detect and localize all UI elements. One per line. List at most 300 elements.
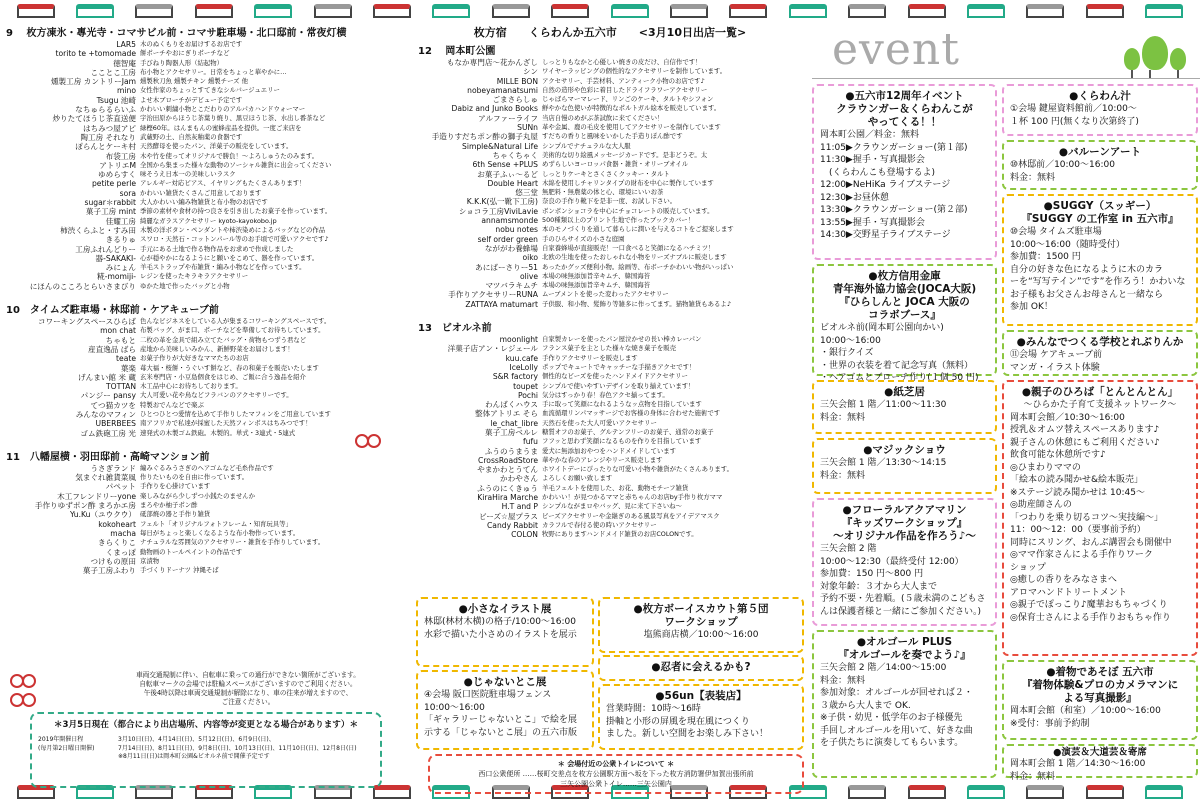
- shop-description: 自家養蜂場が直接販売！一口食べると笑顔になるハチミツ！: [542, 243, 715, 252]
- shop-row: [0, 419, 408, 428]
- event-line: １杯 100 円(無くなり次第終了): [1010, 116, 1139, 127]
- event-line: 三矢会館 2 階／14:00～15:00: [820, 663, 947, 673]
- event-line: 10:00～16:00（随時受付）: [1010, 239, 1125, 250]
- shop-description: 楽しみながら少しずつ小銭たのませんか: [140, 491, 256, 500]
- shop-description: あったかグッズ便利小物。絵画等、布ボーチかわいい物がいっぱい: [542, 262, 734, 271]
- shop-description: ナチュラルな雰囲気のアクセサリー・雑貨を手作りしています。: [140, 538, 325, 547]
- shop-description: ポップでキュートでキャッチーな手描きアクセです！: [542, 362, 696, 371]
- house-icon: [729, 4, 767, 18]
- event-line: 「つわりを乗り切るコツ～実技編～」: [1010, 512, 1164, 523]
- shop-name: CrossRoadStore: [478, 455, 538, 465]
- event-line: ①会場 鍵屋資料館前／10:00～: [1010, 104, 1137, 114]
- event-title: ●枚方信用金庫: [868, 270, 941, 282]
- box-title: ●56un【表装店】: [655, 690, 747, 702]
- section-title: 9 枚方凍氷・專光寺・コマサビル前・コマサ駐車場・北口邸前・常夜灯横: [6, 28, 347, 39]
- shop-row: [412, 151, 808, 160]
- event-title: 『着物体験&プロのカメラマンに: [1021, 679, 1179, 691]
- event-title: ●マジックショウ: [863, 444, 946, 456]
- event-title: ●五六市12周年イベント: [845, 90, 964, 102]
- shop-row: [0, 429, 408, 438]
- event-line: ・ヘアゴムとブローチ作り(１個 50 円): [820, 373, 979, 383]
- shop-description: 布小物とアクセサリー。日常をちょっと華やかに…: [140, 67, 287, 76]
- event-box-floral: [812, 498, 997, 626]
- event-line: 10:00～12:30（最終受付 12:00）: [820, 556, 964, 567]
- bicycle-icon: [10, 690, 36, 704]
- shop-row: [412, 382, 808, 391]
- schedule-date-line: ※8月11日(日)は岡本町公園&ビオルネ前で開催予定です: [118, 753, 270, 760]
- event-line: ３歳から大人まで OK.: [820, 700, 911, 711]
- event-line: 料金：無料: [1010, 771, 1056, 782]
- event-title: ●くらわん汁: [1069, 90, 1131, 102]
- shop-row: [0, 254, 408, 263]
- shop-description: 奈良の手作り靴下を是非一度、お試し下さい。: [542, 197, 677, 206]
- box-line: 「ギャラリーじゃないとこ」で絵を展: [424, 715, 578, 725]
- shop-description: シンプルでナチュラルな大人服: [542, 141, 631, 150]
- schedule-label: (毎月第2日曜日開催): [38, 744, 95, 752]
- event-line: ⑩林邸前／10:00～16:00: [1010, 160, 1115, 170]
- event-lines: [1010, 349, 1190, 374]
- box-title: ●じゃないとこ展: [463, 676, 547, 688]
- shop-name: みにょん: [105, 263, 136, 273]
- section-title: 13 ビオルネ前: [418, 323, 492, 335]
- shop-row: [412, 493, 808, 502]
- shop-name: 6th Sense +PLUS: [472, 160, 538, 170]
- shop-name: 佳耀工房: [105, 216, 136, 226]
- shop-description: 京漬物: [140, 556, 160, 565]
- event-line: 三矢会館 2 階: [820, 544, 877, 554]
- box-title: ●小さなイラスト展: [458, 603, 552, 615]
- shop-name: ショコラ工房ViviLavie: [458, 206, 538, 216]
- shop-row: [0, 391, 408, 400]
- shop-description: 美術的な切り絵風メッセージカードです。是非どうぞ。太: [542, 150, 708, 159]
- shop-name: self order green: [477, 234, 538, 244]
- shop-description: 南アフリカで私達が採蜜した天然フィンボスはちみつです！: [140, 419, 312, 428]
- shop-name: K.K.K(弘一靴下工房): [466, 197, 538, 207]
- shop-description: 全国から集まった様々な動物のソーシャル雑貨に出会ってください: [140, 160, 332, 169]
- house-icon: [314, 4, 352, 18]
- event-line: 岡本町会館 1 階／14:30～16:00: [1010, 759, 1146, 769]
- shop-name: アトリエM: [99, 160, 136, 170]
- shop-description: 季節の素材や食材の持つ良さを引き出したお菓子を作っています。: [140, 207, 332, 216]
- shop-name: annamsmonde: [481, 216, 538, 226]
- shop-name: 手作りアクセサリーRUNA: [448, 290, 538, 300]
- shop-row: [412, 123, 808, 132]
- shop-name: ふうのうまうま: [484, 446, 538, 456]
- box-line: 10:00～16:00: [424, 702, 485, 713]
- shop-name: nobeyamanatsumi: [467, 85, 538, 95]
- shop-name: パンジー pansy: [80, 391, 136, 401]
- shop-description: じゃばらマーマレード、リンごのケーキ、タルトやシフォン: [542, 95, 714, 104]
- shop-row: [0, 282, 408, 291]
- shop-row: [0, 179, 408, 188]
- schedule-date-line: 7月14日(日)、8月11日(日)、9月8日(日)、10月13日(日)、11月10日(日)、12月8日(日): [118, 744, 357, 752]
- shop-row: [412, 300, 808, 309]
- event-title: やってくる！！: [867, 116, 942, 128]
- shop-description: 特製おでんなどで楽ぶ: [140, 400, 204, 409]
- event-line: 11:05▶クラウンガーショー(第１部): [820, 142, 968, 153]
- shop-name: きるりゅ: [105, 235, 136, 245]
- shop-description: 二枚の革を金具で組み立てたバッグ・荷物もつずう君など: [140, 335, 307, 344]
- shop-name: つけもの原田: [90, 556, 136, 566]
- event-line: 岡本町公園／料金：無料: [820, 130, 920, 140]
- shop-row: [0, 272, 408, 281]
- shop-name: ゴム鉄砲工房 光: [80, 428, 136, 438]
- toilet-title: ＊ 会場付近の公衆トイレについて ＊: [557, 760, 675, 768]
- shop-description: 本場の味無添加旨辛キムチ、韓国海苔: [542, 271, 650, 280]
- event-box-trebrinca: [1002, 330, 1198, 376]
- shop-description: 手びねり陶器人形（結起物）: [140, 58, 224, 67]
- section-spacer: [0, 291, 408, 299]
- event-lines: [1010, 103, 1190, 128]
- shop-name: シン: [523, 67, 538, 77]
- shop-description: ホワイトデーにぴったりな可愛い小物や雑貨がたくさんあります。: [542, 465, 734, 474]
- un56-box: [598, 684, 804, 750]
- shop-description: 味そうえ日本一の美味しいラスク: [140, 170, 236, 179]
- event-lines: [820, 322, 989, 385]
- event-title: 青年海外協力協会(JOCA大阪): [832, 283, 977, 295]
- shop-row: [412, 114, 808, 123]
- shop-name: Pochi: [517, 390, 538, 400]
- shop-description: 天然酵母を使ったパン、洋菓子の販売をしています。: [140, 142, 293, 151]
- shop-description: 産地から美味しいみかん、新鮮野菜をお届けします！: [140, 344, 294, 353]
- section-title: 10 タイムズ駐車場・林邸前・ケアキューブ前: [6, 305, 219, 317]
- illust-box: [416, 597, 594, 667]
- event-line: 岡本町会館（和室）／10:00～16:00: [1010, 706, 1161, 716]
- shop-name: olive: [519, 271, 538, 281]
- shop-description: フェルト「オリジナルフォトフレーム・知育玩具等」: [140, 519, 292, 528]
- section-spacer: [412, 540, 808, 548]
- shop-row: [412, 428, 808, 437]
- section-spacer: [0, 575, 408, 583]
- shop-name: kuu.cafe: [505, 353, 538, 363]
- shop-row: [0, 49, 408, 58]
- event-line: んは保護者様と一緒にご参加ください。): [820, 606, 982, 617]
- shop-name: KiraHira Marche: [477, 493, 538, 503]
- shop-description: 毎日がちょっと楽しくなるような布小物作っています。: [140, 528, 300, 537]
- event-line: 参加費：150 円～800 円: [820, 569, 924, 579]
- shop-description: 手元にある土地で作る物作品をお求めで作成しました: [140, 244, 294, 253]
- shop-name: Simple&Natural Life: [462, 141, 538, 151]
- schedule-dates: [38, 736, 374, 762]
- shop-name: 徳智庵: [113, 58, 136, 68]
- shop-row: [412, 207, 808, 216]
- middle-column: [412, 22, 808, 788]
- event-box-kamishibai: [812, 380, 997, 434]
- shop-description: 当店自慢のめがぶ茶試飲に来てください！: [542, 113, 664, 122]
- event-line: (くらわんこも登場するよ): [820, 167, 936, 178]
- shop-name: ちゃもと: [105, 335, 136, 345]
- house-icon: [848, 4, 886, 18]
- shop-name: SUNn: [517, 123, 538, 133]
- shop-description: ワイヤーラッピングの個性的なアクセサリーを制作しています。: [542, 67, 727, 76]
- bicycle-icon-standalone: [355, 430, 385, 449]
- shop-description: 大人かわいい編み物雑貨と布小物のお店です: [140, 198, 268, 207]
- divider: [812, 78, 1200, 79]
- house-icon: [135, 4, 173, 18]
- shop-name: 糀-momiji-: [97, 272, 136, 282]
- event-line: 13:55▶握手・写真撮影会: [820, 217, 925, 228]
- shop-row: [0, 510, 408, 519]
- event-subtitle: ～ひらかた子育て支援ネットワーク～: [1023, 400, 1177, 410]
- shop-name: くまっぽ: [105, 547, 136, 557]
- shop-description: レジンを使ったキラキラアクセサリー: [140, 272, 249, 281]
- shop-row: [0, 382, 408, 391]
- shop-row: [412, 272, 808, 281]
- event-title: ●オルゴール PLUS: [856, 636, 953, 648]
- event-line: 三矢会館 1 階／11:00～11:30: [820, 400, 947, 410]
- event-line: を子供たちに演奏してもらいます。: [820, 738, 964, 748]
- event-line: 料金：無料: [820, 412, 866, 423]
- shop-name: 葉楽: [120, 363, 136, 373]
- shop-description: 手作りアクセサリーを販売します: [542, 353, 638, 362]
- event-line: ◎ママ作家さんによる手作りワーク: [1010, 550, 1153, 560]
- shop-description: 華やかな春のアレンジやリース販売します: [542, 455, 663, 464]
- shop-description: 手づくりドーナツ 沖縄そば: [140, 566, 219, 575]
- shop-row: [412, 474, 808, 483]
- shop-name: 炒りたてほうじ茶直送便: [52, 114, 136, 124]
- shop-row: [0, 133, 408, 142]
- shop-description: シンプルながまロやバッグ、見に来て下さいね～: [542, 502, 682, 511]
- event-title: ●親子のひろば「とんとんとん」: [1021, 386, 1179, 398]
- shop-name: なちゅらるらいふ: [75, 105, 136, 115]
- shop-name: マツバラキムチ: [485, 281, 538, 291]
- event-line: ⑪会場 ケアキューブ前: [1010, 350, 1103, 360]
- shop-row: [412, 263, 808, 272]
- shop-name: Yu.Ku（ユウクウ）: [70, 510, 136, 520]
- box-line: 掛軸と小形の屏風を現在風につくり: [606, 716, 750, 727]
- event-title: クラウンガー＆くらわんこが: [836, 103, 973, 115]
- shop-description: 本場の味無添加旨辛キムチ、韓国海苔: [542, 281, 650, 290]
- event-title: 『SUGGY の工作室 in 五六市』: [1021, 213, 1179, 225]
- shop-description: ボンボンショコラを中心にチョコレートの販売しています。: [542, 206, 714, 215]
- schedule-date-line: 3月10日(日)、4月14日(日)、5月12日(日)、6月9日(日)、: [118, 736, 275, 743]
- shop-description: 個性的なビーズを使ったハンドメイドアクセサリー: [542, 372, 688, 381]
- event-title: ●SUGGY（スッギー）: [1043, 200, 1157, 212]
- shop-row: [0, 226, 408, 235]
- shop-row: [412, 179, 808, 188]
- shop-row: [412, 530, 808, 539]
- shop-description: 玄米専門店・小豆島個食をはじめ、ご飯に合う逸品を紹介: [140, 372, 306, 381]
- shop-name: もなか専門店～花かんざし: [446, 58, 538, 67]
- shop-name: Double Heart: [487, 178, 538, 188]
- shop-row: [0, 529, 408, 538]
- shop-name: 菓子工房ふわり: [82, 566, 136, 576]
- shop-name: みんなのマフィン: [75, 409, 136, 419]
- house-icon: [1145, 4, 1183, 18]
- shop-description: ゆかた地で作ったバッグと小物: [140, 281, 230, 290]
- event-line: ショップ: [1010, 562, 1046, 573]
- shop-description: めずらしいヨーロッパ食器・雑貨・オリーブオイル: [542, 160, 689, 169]
- house-icon: [373, 785, 411, 799]
- shop-description: 緑樫60年。はんまもんの蜜蜂産品を提供。一度ご来店を: [140, 123, 302, 132]
- house-icon: [908, 4, 946, 18]
- event-line: 12:30▶お昼休憩: [820, 192, 889, 203]
- top-border-band: [0, 0, 1200, 22]
- shop-name: TOTTAN: [105, 382, 136, 392]
- shop-description: お菓子作りが大好きなママたちのお店: [140, 354, 249, 363]
- house-icon: [670, 4, 708, 18]
- event-line: ◎癒しの香りをみなさまへ: [1010, 575, 1117, 585]
- shop-description: 大人可愛い花や鳥などフラバンのアクセサリーです。: [140, 391, 293, 400]
- shop-name: 菓子工房ベルレ: [485, 427, 538, 437]
- shop-name: teate: [116, 354, 136, 364]
- shop-description: 愛犬に無添加おやつをハンドメイドしています: [542, 446, 677, 455]
- shop-name: きらくりこ: [98, 538, 136, 548]
- event-line: ◎助産師さんの: [1010, 500, 1072, 510]
- shop-description: 綺麗なガラスアクセサリー kyoto-kayokobo.jp: [140, 216, 277, 225]
- shop-row: [0, 336, 408, 345]
- shop-description: カラフルで春付る使の時いアクセサリー: [542, 520, 657, 529]
- shop-description: 木や竹を使ってオリジナルで勝負！～よろしゅうたのみます。: [140, 151, 319, 160]
- middle-shop-sections: [412, 42, 808, 548]
- event-line: 参加対象：オルゴールが回せれば２・: [820, 688, 973, 698]
- event-line: 同時にスリング、おんぶ講習会も開催中: [1010, 537, 1172, 548]
- shop-name: 布袋工房: [105, 151, 136, 161]
- event-box-56ichi: [812, 84, 997, 260]
- shop-row: [0, 566, 408, 575]
- shop-row: [412, 447, 808, 456]
- schedule-title: ＊3月5日現在（都合により出店場所、内容等が変更となる場合があります）＊: [53, 720, 359, 730]
- section-spacer: [0, 438, 408, 446]
- shop-row: [0, 482, 408, 491]
- box-line: ました。新しい空間をお楽しみ下さい！: [606, 729, 769, 739]
- schedule-labels: [38, 736, 118, 762]
- shop-row: [412, 372, 808, 381]
- shop-row: [0, 198, 408, 207]
- shop-name: 工房ふれんどりー: [75, 244, 136, 254]
- shop-name: パペット: [105, 482, 136, 492]
- shop-description: 無肥料・無農薬の体と心、環境にいいお茶: [542, 188, 664, 197]
- notice-line: 自転車マークの会場では駐輪スペースがございますのでご利用ください。: [139, 680, 357, 688]
- notice-line: 車両交通規制に伴い、自転車に乗っての通行ができない箇所がございます。: [136, 671, 360, 679]
- shop-row: [0, 410, 408, 419]
- event-lines: [820, 129, 989, 242]
- shop-name: IceLolly: [509, 362, 538, 372]
- event-line: お子様もお父さんお母さんと一緒なら: [1010, 289, 1164, 300]
- shop-name: なががわ養蜂場: [484, 243, 538, 253]
- event-line: 12:00▶NeHiKa ライブステージ: [820, 180, 951, 190]
- event-line: 料金：無料: [820, 675, 866, 686]
- shop-name: げんまい館 米 蔵: [78, 372, 136, 382]
- house-icon: [1026, 4, 1064, 18]
- shop-name: こことこ工房: [90, 67, 136, 77]
- section-spacer: [412, 309, 808, 317]
- shop-description: フランス菓子を主とした様々な焼き菓子を販売: [542, 344, 677, 353]
- shop-name: わんばくハウス: [485, 400, 538, 410]
- event-box-magic: [812, 438, 997, 494]
- event-line: 「絵本の読み聞かせ&絵本販売」: [1010, 475, 1144, 485]
- left-column: [0, 22, 408, 781]
- section-title: 11 八幡屋横・羽田邸前・高崎マンション前: [6, 451, 210, 463]
- shop-name: うさぎランド: [90, 463, 136, 473]
- section-title: 12 岡本町公園: [418, 46, 496, 57]
- box-line: 水彩で描いた小さめのイラストを展示: [424, 629, 577, 640]
- shop-name: Tsugu 池崎: [96, 95, 136, 105]
- shop-name: sora: [119, 188, 136, 198]
- event-box-kurawanjiru: [1002, 84, 1198, 136]
- event-lines: [1010, 412, 1190, 625]
- shop-description: 牧野にありますハンドメイド雑貨のお店COLONです。: [542, 530, 698, 539]
- traffic-notice: [48, 671, 448, 707]
- event-line: ※子供・幼児・低学年のお子様優先: [820, 713, 963, 723]
- shop-row: [412, 160, 808, 169]
- box-line: 示する「じゃないとこ展」の五六市版: [424, 727, 578, 738]
- shop-name: 陶工房 それなり: [80, 132, 136, 142]
- event-line: 料金：無料: [820, 470, 866, 481]
- event-line: 三矢会館 1 階／13:30～14:15: [820, 458, 947, 468]
- shop-description: すだちの香りと風味をいかした手造りぽん酢です: [542, 132, 683, 141]
- notice-line: ご注意ください。: [221, 698, 275, 706]
- shop-row: [0, 40, 408, 49]
- shop-row: [412, 142, 808, 151]
- shop-name: COLON: [511, 530, 538, 540]
- shop-row: [412, 244, 808, 253]
- shop-description: スワロ・天然石・コットンパール等のお手頃で可愛いアクセです♪: [140, 235, 329, 244]
- shop-row: [0, 124, 408, 133]
- shop-description: 自家製カレーを使ったパン屋泣かせの長い棒カレーパン: [542, 335, 702, 344]
- event-lines: [1010, 226, 1190, 314]
- shop-row: [412, 400, 808, 409]
- event-lines: [1010, 758, 1190, 783]
- event-box-hirashin: [812, 264, 997, 383]
- house-icon: [1145, 785, 1183, 799]
- shop-description: 天然石を使った大人可愛いアクセサリー: [542, 418, 657, 427]
- shop-row: [412, 132, 808, 141]
- event-title: ●着物であそぼ 五六市: [1046, 666, 1154, 678]
- shop-name: kokoheart: [98, 519, 136, 529]
- shop-name: てつ猫カツを: [90, 400, 136, 410]
- shop-row: [0, 492, 408, 501]
- event-line: ・世界の衣装を着て記念写真（無料）: [820, 360, 974, 371]
- shop-description: 木綿を使用しチャリンタイプの財布を中心に製作しています: [542, 178, 714, 187]
- tree-icons: [1122, 36, 1186, 70]
- shop-description: アクセサリー、手芸材料、アンティーク小物のお店です♪: [542, 76, 705, 85]
- shop-description: 羊毛フェルトを使用した、お花、動物モチーフ雑貨: [542, 483, 689, 492]
- shop-description: 速発式の木製ゴム鉄砲。木製的。単式・3連式・5連式: [140, 428, 296, 437]
- shop-row: [412, 354, 808, 363]
- right-column: [812, 22, 1200, 781]
- shop-description: かわいい！が見つかるママと赤ちゃんのお店by手作り枚方ママ: [542, 493, 723, 502]
- event-line: 13:30▶クラウンガーショー(第２部): [820, 205, 968, 215]
- event-line: 11：00～12：00（要事前予約）: [1010, 525, 1146, 535]
- event-line: ・銀行クイズ: [820, 348, 874, 358]
- shop-description: 木製の洋ボタン・ペンダントや柿渋染めによるバッグなどの作品: [140, 225, 326, 234]
- tree-icon: [1124, 48, 1140, 70]
- shop-row: [412, 391, 808, 400]
- event-lines: [1010, 159, 1190, 184]
- event-line: 14:30▶交野星子ライブステージ: [820, 230, 951, 240]
- shop-name: torito te +tomomade: [55, 49, 136, 59]
- shop-name: 柿渋くらふと・すみ田: [60, 225, 136, 235]
- shop-description: まろやか柚子ポン酢: [140, 501, 198, 510]
- event-title: 『オルゴールを奏でよう♪』: [838, 649, 971, 661]
- shop-name: LAR5: [116, 40, 136, 49]
- shop-row: [0, 326, 408, 335]
- event-box-balloon: [1002, 140, 1198, 190]
- event-heading: event: [832, 24, 960, 75]
- shop-row: [412, 290, 808, 299]
- box-title: ワークショップ: [664, 616, 738, 628]
- event-line: アロマハンドトリートメント: [1010, 587, 1127, 598]
- house-icon: [908, 785, 946, 799]
- event-lines: [820, 399, 989, 424]
- event-line: 飲食可能な休憩所です♪: [1010, 450, 1106, 460]
- house-icon: [1026, 785, 1064, 799]
- shop-name: お菓子ふぃ～るど: [477, 169, 538, 179]
- shop-description: 500種類以上のプリント生地で作ったブックカバー！: [542, 216, 695, 225]
- event-box-kimono: [1002, 660, 1198, 740]
- shop-row: [0, 364, 408, 373]
